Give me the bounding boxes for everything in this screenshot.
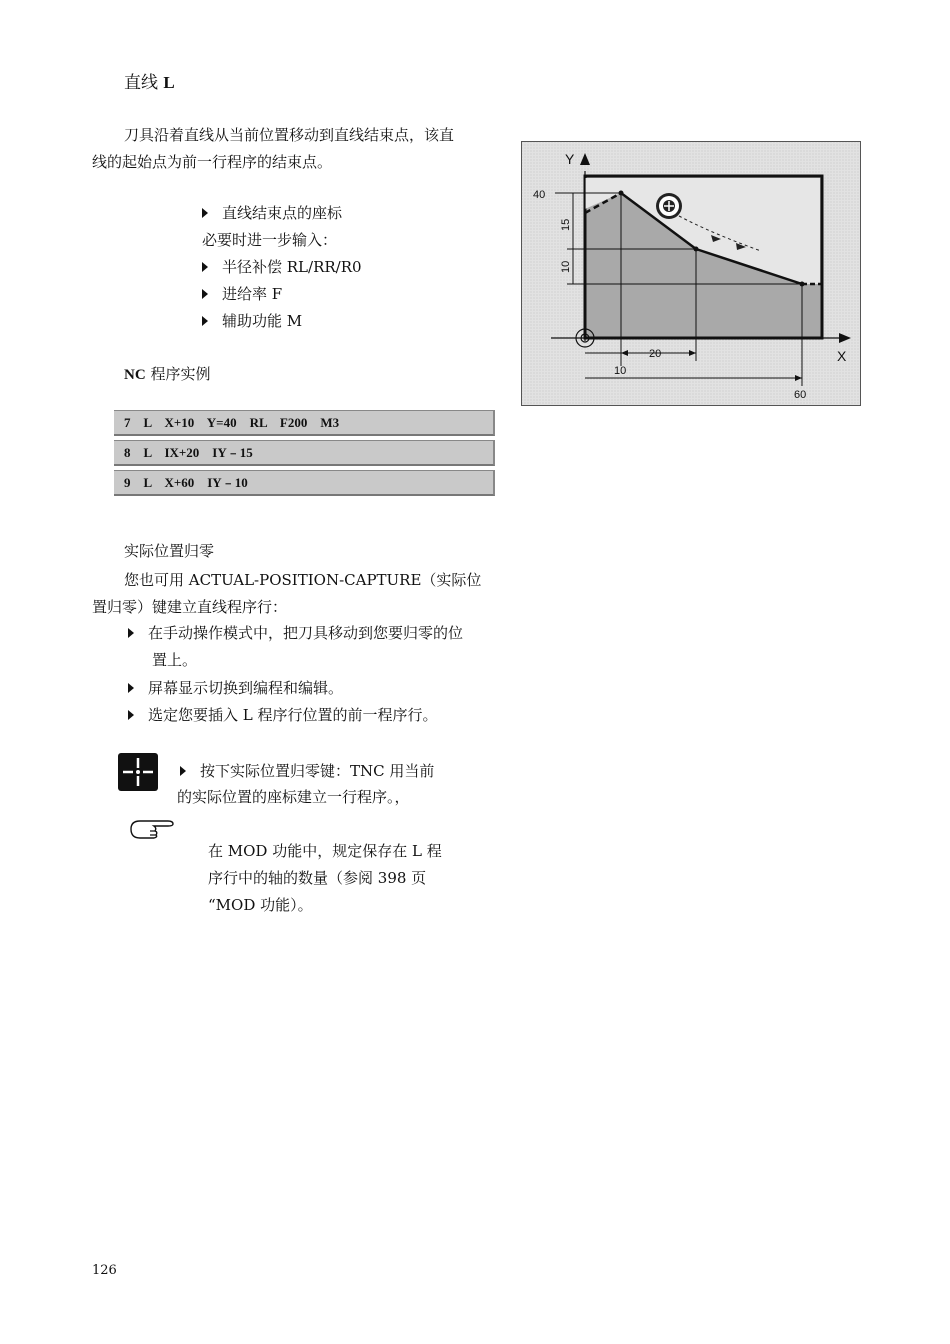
axis-y-label: Y	[565, 151, 575, 167]
dim-10-label: 10	[560, 260, 572, 273]
note-line-2: 序行中的轴的数量（参阅 398 页	[208, 869, 427, 887]
capture-line-1: 您也可用 ACTUAL-POSITION-CAPTURE（实际位	[124, 571, 482, 589]
key-description	[177, 758, 480, 810]
capture-steps	[128, 622, 508, 722]
key-line-2: 的实际位置的座标建立一行程序。，	[177, 788, 410, 806]
dim-15-label: 15	[560, 218, 572, 231]
list-item: 辅助功能 M	[202, 310, 302, 331]
title-bold: L	[163, 73, 175, 92]
list-item: 直线结束点的座标	[202, 202, 342, 223]
dim-x10-label: 10	[614, 365, 627, 377]
code-row: 7 L X+10 Y=40 RL F200 M3	[114, 410, 495, 436]
axis-x-label: X	[837, 348, 847, 364]
pointing-hand-icon	[128, 817, 176, 845]
nc-example-heading: NC 程序实例	[124, 365, 211, 383]
bullet-arrow-icon	[128, 628, 134, 638]
list-item-continuation: 置上。	[152, 651, 198, 669]
y-value-label: 40	[533, 189, 546, 201]
list-item: 选定您要插入 L 程序行位置的前一程序行。	[128, 704, 438, 725]
capture-line-2: 置归零）键建立直线程序行：	[92, 598, 288, 616]
dim-60-label: 60	[794, 389, 807, 401]
bullet-arrow-icon	[202, 262, 208, 272]
note-line-1: 在 MOD 功能中，规定保存在 L 程	[208, 842, 442, 860]
list-item: 半径补偿 RL/RR/R0	[202, 256, 362, 277]
nc-code-table	[114, 410, 495, 500]
code-row: 8 L IX+20 IY﹣15	[114, 440, 495, 466]
note-text	[208, 838, 478, 919]
bullet-arrow-icon	[202, 316, 208, 326]
input-note: 必要时进一步输入：	[202, 231, 338, 249]
intro-line-2: 线的起始点为前一行程序的结束点。	[92, 153, 333, 171]
list-item: 在手动操作模式中，把刀具移动到您要归零的位	[128, 622, 463, 643]
key-line-1: 按下实际位置归零键：TNC 用当前	[180, 758, 480, 784]
page-number: 126	[92, 1263, 117, 1278]
section-title	[124, 68, 175, 93]
dim-20-label: 20	[649, 348, 662, 360]
bullet-arrow-icon	[202, 289, 208, 299]
bullet-arrow-icon	[180, 766, 186, 776]
code-row: 9 L X+60 IY﹣10	[114, 470, 495, 496]
capture-heading: 实际位置归零	[124, 542, 215, 560]
bullet-arrow-icon	[128, 710, 134, 720]
line-diagram	[521, 141, 861, 406]
capture-paragraph	[92, 567, 500, 621]
actual-position-capture-key-icon	[118, 753, 158, 791]
title-prefix: 直线	[124, 73, 158, 93]
intro-paragraph	[92, 122, 500, 176]
note-line-3: “MOD 功能）。	[208, 896, 313, 914]
bullet-arrow-icon	[128, 683, 134, 693]
bullet-arrow-icon	[202, 208, 208, 218]
list-item: 进给率 F	[202, 283, 282, 304]
intro-line-1: 刀具沿着直线从当前位置移动到直线结束点，该直	[124, 126, 455, 144]
input-list	[202, 202, 502, 342]
list-item: 屏幕显示切换到编程和编辑。	[128, 677, 343, 698]
